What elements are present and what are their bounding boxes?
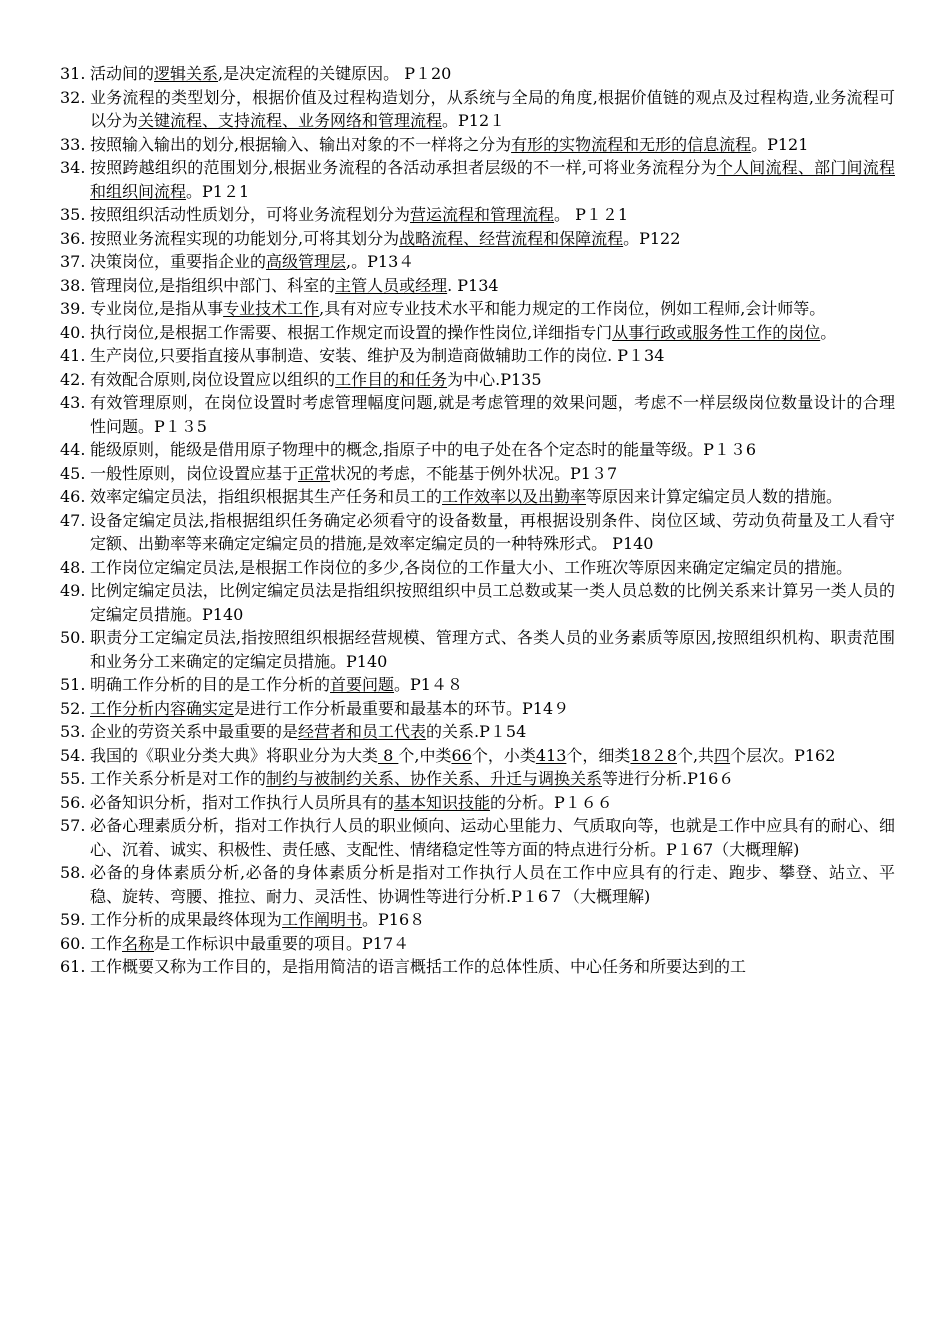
item-number: 58. xyxy=(60,863,86,882)
item-text-segment: . P134 xyxy=(447,275,499,295)
item-number: 33. xyxy=(60,134,86,154)
item-text xyxy=(90,297,895,321)
item-text-segment: 。P12１ xyxy=(442,111,506,130)
item-text-segment: 。 xyxy=(820,322,837,342)
underlined-answer: 8 xyxy=(378,745,399,765)
item-text-segment: 必备心理素质分析，指对工作执行人员的职业倾向、运动心里能力、气质取向等，也就是工作中应具有的耐心、细心、沉着、诚实、积极性、责任感、支配性、情绪稳定性等方面的特点进行分析。P１67（大概理解) xyxy=(90,816,895,859)
item-text-segment: 必备知识分析，指对工作执行人员所具有的 xyxy=(90,792,395,812)
underlined-answer: 有形的实物流程和无形的信息流程 xyxy=(511,134,752,154)
underlined-answer: 66 xyxy=(451,745,472,765)
item-text-segment: 工作分析的成果最终体现为 xyxy=(90,910,283,929)
item-text-segment: 为中心.P135 xyxy=(447,369,542,389)
item-number: 36. xyxy=(60,228,86,248)
item-text-segment: 工作 xyxy=(90,933,123,953)
list-item xyxy=(60,626,895,673)
item-text xyxy=(90,133,895,157)
item-text xyxy=(90,767,895,791)
underlined-answer: 正常 xyxy=(298,463,331,483)
list-item xyxy=(60,791,895,815)
item-text-segment: 等进行分析.P16６ xyxy=(602,769,735,788)
item-text-segment: 设备定编定员法,指根据组织任务确定必须看守的设备数量，再根据设别条件、岗位区域、劳动负荷量及工人看守定额、出勤率等来确定定编定员的措施,是效率定编定员的一种特殊形式。 P140 xyxy=(90,510,895,553)
underlined-answer: 制约与被制约关系、协作关系、升迁与调换关系 xyxy=(266,769,603,788)
list-item xyxy=(60,344,895,368)
underlined-answer: 413 xyxy=(535,745,567,765)
item-text xyxy=(90,86,895,133)
underlined-answer: 18２8 xyxy=(630,745,677,765)
item-text-segment: 生产岗位,只要指直接从事制造、安装、维护及为制造商做辅助工作的岗位. P１34 xyxy=(90,346,665,365)
item-number: 31. xyxy=(60,64,86,83)
list-item xyxy=(60,720,895,744)
item-text xyxy=(90,391,895,438)
list-item xyxy=(60,579,895,626)
item-text-segment: 。P1４８ xyxy=(394,675,463,694)
item-text xyxy=(90,861,895,908)
item-text xyxy=(90,908,895,932)
item-number: 35. xyxy=(60,205,86,224)
item-text xyxy=(90,791,895,815)
list-item xyxy=(60,321,895,345)
item-number: 39. xyxy=(60,299,86,318)
item-number: 50. xyxy=(60,628,86,647)
item-text xyxy=(90,250,895,274)
item-text-segment: 决策岗位，重要指企业的 xyxy=(90,252,267,271)
item-text xyxy=(90,744,895,768)
item-text-segment: ,具有对应专业技术水平和能力规定的工作岗位，例如工程师,会计师等。 xyxy=(319,299,826,318)
item-number: 61. xyxy=(60,957,86,976)
item-text xyxy=(90,673,895,697)
item-text xyxy=(90,344,895,368)
list-item xyxy=(60,203,895,227)
item-text xyxy=(90,62,895,86)
item-text xyxy=(90,203,895,227)
item-text xyxy=(90,156,895,203)
item-number: 37. xyxy=(60,252,86,271)
underlined-answer: 逻辑关系 xyxy=(154,64,219,83)
item-text-segment: 工作概要又称为工作目的，是指用简洁的语言概括工作的总体性质、中心任务和所要达到的工 xyxy=(90,957,747,976)
item-text-segment: 工作关系分析是对工作的 xyxy=(90,769,267,788)
item-text-segment: 按照业务流程实现的功能划分,可将其划分为 xyxy=(90,228,400,248)
item-text xyxy=(90,462,895,486)
list-item xyxy=(60,133,895,157)
item-number: 53. xyxy=(60,722,86,741)
item-text xyxy=(90,697,895,721)
item-number: 43. xyxy=(60,393,86,412)
item-number: 52. xyxy=(60,698,86,718)
underlined-answer: 经营者和员工代表 xyxy=(298,722,427,741)
item-number: 47. xyxy=(60,510,86,530)
item-text-segment: ,是决定流程的关键原因。 P１20 xyxy=(218,64,452,83)
underlined-answer: 关键流程、支持流程、业务网络和管理流程 xyxy=(138,111,443,130)
item-number: 48. xyxy=(60,557,86,577)
item-text xyxy=(90,509,895,556)
item-text xyxy=(90,814,895,861)
list-item xyxy=(60,932,895,956)
item-text xyxy=(90,368,895,392)
list-item xyxy=(60,697,895,721)
item-number: 57. xyxy=(60,816,86,835)
item-text-segment: 个层次。P162 xyxy=(730,745,836,765)
list-item xyxy=(60,156,895,203)
item-text-segment: 。P1２1 xyxy=(186,181,250,201)
item-text-segment: 一般性原则，岗位设置应基于 xyxy=(90,463,299,483)
list-item xyxy=(60,391,895,438)
item-text xyxy=(90,955,895,979)
item-number: 60. xyxy=(60,933,86,953)
item-text-segment: 是进行工作分析最重要和最基本的环节。P14９ xyxy=(234,698,570,718)
item-text-segment: 我国的《职业分类大典》将职业分为大类 xyxy=(90,745,379,765)
list-item xyxy=(60,62,895,86)
item-number: 41. xyxy=(60,346,86,365)
list-item xyxy=(60,861,895,908)
item-text-segment: 等原因来计算定编定员人数的措施。 xyxy=(586,487,843,506)
item-text-segment: 状况的考虑，不能基于例外状况。P1３7 xyxy=(330,463,618,483)
item-number: 45. xyxy=(60,463,86,483)
item-text-segment: 管理岗位,是指组织中部门、科室的 xyxy=(90,275,336,295)
list-item xyxy=(60,744,895,768)
list-item xyxy=(60,462,895,486)
underlined-answer: 主管人员或经理 xyxy=(335,275,448,295)
list-item xyxy=(60,274,895,298)
list-item xyxy=(60,556,895,580)
item-number: 56. xyxy=(60,792,86,812)
underlined-answer: 工作阐明书 xyxy=(282,910,363,929)
underlined-answer: 战略流程、经营流程和保障流程 xyxy=(399,228,624,248)
item-text-segment: 有效管理原则，在岗位设置时考虑管理幅度问题,就是考虑管理的效果问题，考虑不一样层级岗位数量设计的合理性问题。P１３5 xyxy=(90,393,895,436)
item-text xyxy=(90,626,895,673)
underlined-answer: 工作分析内容确实定 xyxy=(90,698,235,718)
item-text-segment: 效率定编定员法，指组织根据其生产任务和员工的 xyxy=(90,487,443,506)
list-item xyxy=(60,814,895,861)
item-text-segment: 按照组织活动性质划分，可将业务流程划分为 xyxy=(90,205,411,224)
underlined-answer: 首要问题 xyxy=(330,675,395,694)
item-text-segment: 比例定编定员法，比例定编定员法是指组织按照组织中员工总数或某一类人员总数的比例关系来计算另一类人员的定编定员措施。P140 xyxy=(90,581,895,624)
item-text-segment: 活动间的 xyxy=(90,64,155,83)
list-item xyxy=(60,485,895,509)
list-item xyxy=(60,227,895,251)
item-text-segment: 工作岗位定编定员法,是根据工作岗位的多少,各岗位的工作量大小、工作班次等原因来确定定编定员的措施。 xyxy=(90,557,853,577)
item-text-segment: 个,共 xyxy=(676,745,715,765)
underlined-answer: 个人间流程、部门间流程和组织间流程 xyxy=(90,158,895,201)
list-item xyxy=(60,908,895,932)
item-text-segment: 是工作标识中最重要的项目。P17４ xyxy=(154,933,410,953)
item-text xyxy=(90,274,895,298)
underlined-answer: 营运流程和管理流程 xyxy=(410,205,555,224)
list-item xyxy=(60,438,895,462)
item-text xyxy=(90,485,895,509)
item-text-segment: 按照跨越组织的范围划分,根据业务流程的各活动承担者层级的不一样,可将业务流程分为 xyxy=(90,158,717,177)
list-item xyxy=(60,673,895,697)
item-number: 59. xyxy=(60,910,86,929)
numbered-list xyxy=(60,62,895,979)
item-text-segment: 个,中类 xyxy=(398,745,452,765)
item-text xyxy=(90,227,895,251)
list-item xyxy=(60,767,895,791)
item-number: 34. xyxy=(60,158,86,177)
item-number: 38. xyxy=(60,275,86,295)
item-text xyxy=(90,579,895,626)
item-text xyxy=(90,932,895,956)
item-number: 51. xyxy=(60,675,86,694)
item-text-segment: ,。P13４ xyxy=(346,252,415,271)
item-text xyxy=(90,321,895,345)
item-text-segment: 的分析。P１６６ xyxy=(490,792,613,812)
item-text xyxy=(90,556,895,580)
underlined-answer: 从事行政或服务性工作的岗位 xyxy=(612,322,821,342)
item-text-segment: 。P16８ xyxy=(362,910,426,929)
underlined-answer: 工作效率以及出勤率 xyxy=(442,487,587,506)
item-text-segment: 明确工作分析的目的是工作分析的 xyxy=(90,675,331,694)
item-number: 44. xyxy=(60,440,86,459)
underlined-answer: 四 xyxy=(714,745,731,765)
list-item xyxy=(60,86,895,133)
item-text xyxy=(90,438,895,462)
item-text-segment: 的关系.P１54 xyxy=(426,722,527,741)
item-text-segment: 个，细类 xyxy=(566,745,631,765)
item-number: 32. xyxy=(60,87,86,107)
item-text-segment: 必备的身体素质分析,必备的身体素质分析是指对工作执行人员在工作中应具有的行走、跑步、攀登、站立、平稳、旋转、弯腰、推拉、耐力、灵活性、协调性等进行分析.P１6７（大概理解) xyxy=(90,863,895,906)
underlined-answer: 专业技术工作 xyxy=(223,299,320,318)
item-text-segment: 能级原则，能级是借用原子物理中的概念,指原子中的电子处在各个定态时的能量等级。P１３6 xyxy=(90,440,757,459)
item-number: 55. xyxy=(60,769,86,788)
item-text-segment: 按照输入输出的划分,根据输入、输出对象的不一样将之分为 xyxy=(90,134,512,154)
item-text-segment: 执行岗位,是根据工作需要、根据工作规定而设置的操作性岗位,详细指专门 xyxy=(90,322,613,342)
item-text-segment: 企业的劳资关系中最重要的是 xyxy=(90,722,299,741)
list-item xyxy=(60,368,895,392)
list-item xyxy=(60,297,895,321)
underlined-answer: 名称 xyxy=(122,933,155,953)
underlined-answer: 高级管理层 xyxy=(266,252,347,271)
item-text-segment: 。P121 xyxy=(751,134,809,154)
item-text-segment: 职责分工定编定员法,指按照组织根据经营规模、管理方式、各类人员的业务素质等原因,按照组织机构、职责范围和业务分工来确定的定编定员措施。P140 xyxy=(90,628,895,671)
item-text-segment: 有效配合原则,岗位设置应以组织的 xyxy=(90,369,336,389)
list-item xyxy=(60,509,895,556)
underlined-answer: 基本知识技能 xyxy=(394,792,491,812)
underlined-answer: 工作目的和任务 xyxy=(335,369,448,389)
item-number: 40. xyxy=(60,322,86,342)
item-text-segment: 个，小类 xyxy=(471,745,536,765)
item-text-segment: 业务流程的类型划分，根据价值及过程构造划分，从系统与全局的角度,根据价值链的观点及过程构造,业务流程可以分为 xyxy=(90,87,895,130)
item-number: 49. xyxy=(60,581,86,600)
item-number: 42. xyxy=(60,369,86,389)
item-text-segment: 专业岗位,是指从事 xyxy=(90,299,224,318)
item-text-segment: 。P122 xyxy=(623,228,681,248)
item-number: 46. xyxy=(60,487,86,506)
item-text xyxy=(90,720,895,744)
item-text-segment: 。 P１２1 xyxy=(554,205,629,224)
list-item xyxy=(60,250,895,274)
item-number: 54. xyxy=(60,745,86,765)
list-item xyxy=(60,955,895,979)
